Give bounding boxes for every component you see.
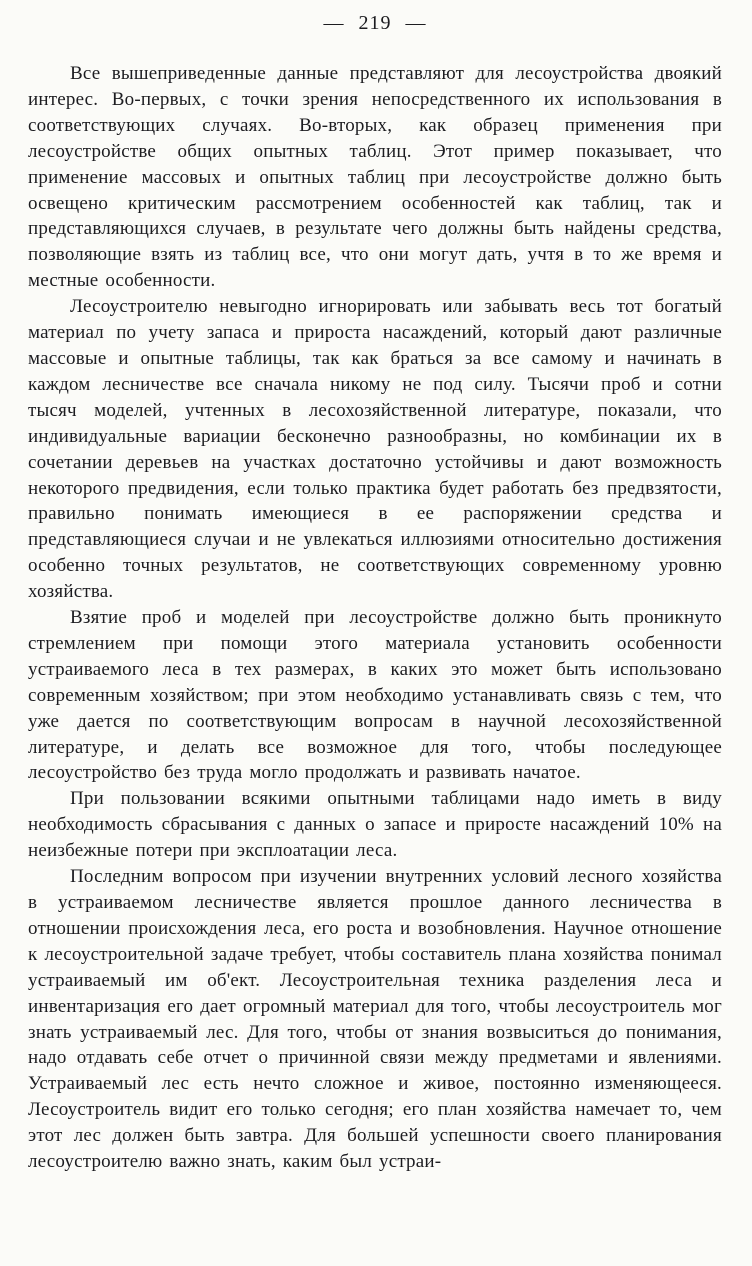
- paragraph-5: Последним вопросом при изучении внутренних условий лесного хозяйства в устраиваемом лесничестве является прошлое данного лесничества в отношении происхождения леса, его роста и возобновления. Научное отношение к лесоустроительной задаче требует, чтобы составитель плана хозяйства понимал устраиваемый им об'ект. Лесоустроительная техника разделения леса и инвентаризация его дает огромный материал для того, чтобы лесоустроитель мог знать устраиваемый лес. Для того, чтобы от знания возвыситься до понимания, надо отдавать себе отчет о причинной связи между предметами и явлениями. Устраиваемый лес есть нечто сложное и живое, постоянно изменяющееся. Лесоустроитель видит его только сегодня; его план хозяйства намечает то, чем этот лес должен быть завтра. Для большей успешности своего планирования лесоустроителю важно знать, каким был устраи-: [28, 866, 722, 1173]
- paragraph-1: Все вышеприведенные данные представляют для лесоустройства двоякий интерес. Во-первых, с точки зрения непосредственного их использования в соответствующих случаях. Во-вторых, как образец применения при лесоустройстве общих опытных таблиц. Этот пример показывает, что применение массовых и опытных таблиц при лесоустройстве должно быть освещено критическим рассмотрением особенностей как таблиц, так и представляющихся случаев, в результате чего должны быть найдены средства, позволяющие взять из таблиц все, что они могут дать, учтя в то же время и местные особенности.: [28, 63, 722, 292]
- page-number: — 219 —: [323, 12, 427, 34]
- paragraph-4: При пользовании всякими опытными таблицами надо иметь в виду необходимость сбрасывания с данных о запасе и приросте насаждений 10% на неизбежные потери при эксплоатации леса.: [28, 788, 722, 862]
- paragraph-2: Лесоустроителю невыгодно игнорировать или забывать весь тот богатый материал по учету запаса и прироста насаждений, который дают различные массовые и опытные таблицы, так как браться за все самому и начинать в каждом лесничестве все сначала никому не под силу. Тысячи проб и сотни тысяч моделей, учтенных в лесохозяйственной литературе, показали, что индивидуальные вариации бесконечно разнообразны, но комбинации их в сочетании деревьев на участках достаточно устойчивы и дают возможность некоторого предвидения, если только практика будет работать без предвзятости, правильно понимать имеющиеся в ее распоряжении средства и представляющиеся случаи и не увлекаться иллюзиями относительно достижения особенно точных результатов, не соответствующих современному уровню хозяйства.: [28, 296, 722, 603]
- body-text: [28, 61, 722, 1175]
- paragraph-3: Взятие проб и моделей при лесоустройстве должно быть проникнуто стремлением при помощи этого материала установить особенности устраиваемого леса в тех размерах, в каких это может быть использовано современным хозяйством; при этом необходимо устанавливать связь с тем, что уже дается по соответствующим вопросам в научной лесохозяйственной литературе, и делать все возможное для того, чтобы последующее лесоустройство без труда могло продолжать и развивать начатое.: [28, 607, 722, 784]
